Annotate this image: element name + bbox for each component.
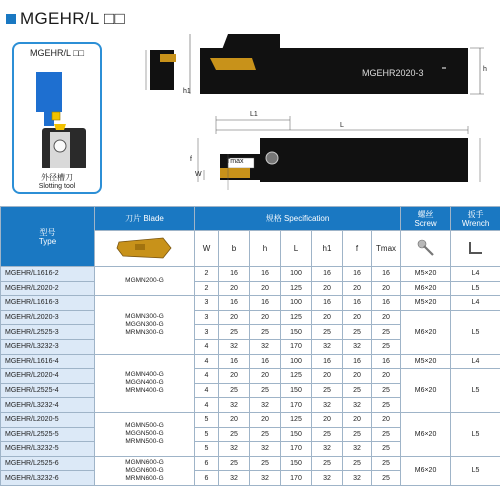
wrench-icon xyxy=(467,239,485,257)
spec-cell-h1: 32 xyxy=(312,471,343,486)
blade-icon xyxy=(115,234,175,262)
spec-cell-w: 3 xyxy=(195,310,219,325)
spec-cell-l: 150 xyxy=(281,456,312,471)
spec-cell-h: 16 xyxy=(250,296,281,311)
screw-cell: M6×20 xyxy=(401,281,451,296)
spec-cell-w: 4 xyxy=(195,339,219,354)
spec-cell-f: 32 xyxy=(343,442,372,457)
spec-cell-h: 20 xyxy=(250,412,281,427)
type-cell: MGEHR/L2525-5 xyxy=(1,427,95,442)
wrench-cell: L5 xyxy=(451,310,500,354)
spec-cell-h: 16 xyxy=(250,267,281,282)
holder-body xyxy=(200,48,468,94)
side-view xyxy=(190,34,484,94)
spec-cell-h1: 16 xyxy=(312,296,343,311)
blade-cell: MGMN400-G MGGN400-G MRMN400-G xyxy=(95,354,195,412)
col-f: f xyxy=(343,231,372,267)
table-row xyxy=(1,310,500,325)
header-wrench: 扳手 Wrench xyxy=(451,207,500,231)
type-cell: MGEHR/L2020-5 xyxy=(1,412,95,427)
spec-cell-h: 25 xyxy=(250,383,281,398)
table-row xyxy=(1,456,500,471)
table-header-row xyxy=(1,207,500,231)
type-cell: MGEHR/L1616-2 xyxy=(1,267,95,282)
screw-cell: M5×20 xyxy=(401,296,451,311)
type-cell: MGEHR/L3232-3 xyxy=(1,339,95,354)
table-row xyxy=(1,369,500,384)
spec-cell-f: 16 xyxy=(343,267,372,282)
wrench-cell: L4 xyxy=(451,267,500,282)
spec-cell-l: 150 xyxy=(281,427,312,442)
spec-cell-b: 20 xyxy=(219,310,250,325)
technical-drawing xyxy=(140,30,500,200)
spec-cell-h: 20 xyxy=(250,310,281,325)
spec-cell-l: 125 xyxy=(281,369,312,384)
type-cell: MGEHR/L2020-3 xyxy=(1,310,95,325)
spec-cell-tmax: 25 xyxy=(372,325,401,340)
wrench-cell: L5 xyxy=(451,369,500,413)
spec-cell-f: 16 xyxy=(343,354,372,369)
spec-cell-b: 16 xyxy=(219,354,250,369)
spec-cell-b: 20 xyxy=(219,369,250,384)
screw-cell: M6×20 xyxy=(401,456,451,485)
spec-cell-h1: 25 xyxy=(312,325,343,340)
spec-cell-l: 150 xyxy=(281,325,312,340)
title-row xyxy=(6,6,125,32)
spec-cell-f: 32 xyxy=(343,471,372,486)
col-W: W xyxy=(195,231,219,267)
spec-cell-f: 25 xyxy=(343,383,372,398)
spec-cell-f: 32 xyxy=(343,339,372,354)
type-cell: MGEHR/L2525-4 xyxy=(1,383,95,398)
spec-cell-h1: 32 xyxy=(312,442,343,457)
spec-cell-w: 5 xyxy=(195,442,219,457)
spec-cell-h1: 16 xyxy=(312,354,343,369)
spec-cell-h: 32 xyxy=(250,339,281,354)
spec-cell-w: 5 xyxy=(195,427,219,442)
spec-cell-b: 25 xyxy=(219,456,250,471)
wrench-cell: L5 xyxy=(451,412,500,456)
spec-cell-tmax: 25 xyxy=(372,471,401,486)
spec-cell-h1: 20 xyxy=(312,310,343,325)
spec-cell-h1: 20 xyxy=(312,412,343,427)
spec-cell-b: 16 xyxy=(219,296,250,311)
type-cell: MGEHR/L3232-5 xyxy=(1,442,95,457)
spec-cell-l: 170 xyxy=(281,398,312,413)
type-cell: MGEHR/L3232-6 xyxy=(1,471,95,486)
col-b: b xyxy=(219,231,250,267)
spec-cell-f: 20 xyxy=(343,369,372,384)
spec-cell-f: 16 xyxy=(343,296,372,311)
wrench-icon-cell xyxy=(451,231,500,267)
col-h: h xyxy=(250,231,281,267)
wrench-cell: L4 xyxy=(451,296,500,311)
spec-cell-tmax: 25 xyxy=(372,442,401,457)
spec-cell-l: 125 xyxy=(281,412,312,427)
spec-cell-tmax: 16 xyxy=(372,296,401,311)
spec-cell-w: 6 xyxy=(195,471,219,486)
col-L: L xyxy=(281,231,312,267)
table-row xyxy=(1,281,500,296)
spec-cell-tmax: 16 xyxy=(372,267,401,282)
spec-cell-tmax: 25 xyxy=(372,339,401,354)
spec-cell-l: 125 xyxy=(281,310,312,325)
spec-table-body xyxy=(1,267,500,486)
spec-cell-tmax: 16 xyxy=(372,354,401,369)
dim-Tmax: Tmax xyxy=(226,158,244,165)
wrench-cell: L5 xyxy=(451,281,500,296)
type-cell: MGEHR/L2525-3 xyxy=(1,325,95,340)
spec-cell-w: 5 xyxy=(195,412,219,427)
spec-cell-tmax: 25 xyxy=(372,456,401,471)
table-row xyxy=(1,412,500,427)
blade-cell: MGMN600-G MGGN600-G MRMN600-G xyxy=(95,456,195,485)
blade-cell: MGMN300-G MGGN300-G MRMN300-G xyxy=(95,296,195,354)
spec-cell-b: 25 xyxy=(219,427,250,442)
spec-cell-h: 25 xyxy=(250,456,281,471)
inset-label: MGEHR/L □□ xyxy=(29,48,85,58)
dim-h: h xyxy=(483,66,487,73)
spec-cell-l: 100 xyxy=(281,267,312,282)
inset-caption-cn: 外径槽刀 xyxy=(41,173,73,182)
header-screw: 螺丝 Screw xyxy=(401,207,451,231)
spec-cell-l: 100 xyxy=(281,354,312,369)
spec-cell-b: 25 xyxy=(219,325,250,340)
spec-cell-w: 2 xyxy=(195,281,219,296)
spec-cell-h1: 32 xyxy=(312,398,343,413)
spec-cell-tmax: 20 xyxy=(372,281,401,296)
blade-cell: MGMN500-G MGGN500-G MRMN500-G xyxy=(95,412,195,456)
spec-cell-h: 16 xyxy=(250,354,281,369)
spec-cell-h1: 20 xyxy=(312,369,343,384)
header-spec: 规格 Specification xyxy=(195,207,401,231)
spec-cell-f: 20 xyxy=(343,281,372,296)
spec-cell-b: 32 xyxy=(219,398,250,413)
spec-cell-l: 125 xyxy=(281,281,312,296)
spec-cell-tmax: 25 xyxy=(372,427,401,442)
spec-cell-b: 20 xyxy=(219,281,250,296)
spec-cell-l: 100 xyxy=(281,296,312,311)
screw-cell: M6×20 xyxy=(401,310,451,354)
spec-cell-f: 20 xyxy=(343,310,372,325)
spec-cell-w: 4 xyxy=(195,354,219,369)
screw-icon xyxy=(417,239,435,257)
end-view xyxy=(146,50,176,90)
spec-cell-f: 25 xyxy=(343,325,372,340)
spec-cell-h: 32 xyxy=(250,398,281,413)
title-marker xyxy=(6,14,16,24)
type-cell: MGEHR/L1616-4 xyxy=(1,354,95,369)
spec-cell-h: 32 xyxy=(250,471,281,486)
spec-cell-f: 32 xyxy=(343,398,372,413)
spec-cell-w: 3 xyxy=(195,296,219,311)
holder-marking: MGEHR2020-3 xyxy=(362,68,424,78)
type-cell: MGEHR/L2525-6 xyxy=(1,456,95,471)
table-row xyxy=(1,267,500,282)
blade-image-cell xyxy=(95,231,195,267)
col-Tmax: Tmax xyxy=(372,231,401,267)
spec-cell-w: 6 xyxy=(195,456,219,471)
spec-cell-tmax: 20 xyxy=(372,412,401,427)
slotting-tool-illustration xyxy=(14,58,100,168)
spec-cell-tmax: 25 xyxy=(372,398,401,413)
spec-cell-f: 20 xyxy=(343,412,372,427)
dim-L: L xyxy=(340,122,344,129)
wrench-cell: L5 xyxy=(451,456,500,485)
table-row xyxy=(1,296,500,311)
table-row xyxy=(1,354,500,369)
page-title: MGEHR/L □□ xyxy=(20,9,126,28)
blade-cell: MGMN200-G xyxy=(95,267,195,296)
dim-h1: h1 xyxy=(183,88,191,95)
spec-cell-w: 4 xyxy=(195,369,219,384)
type-cell: MGEHR/L2020-2 xyxy=(1,281,95,296)
spec-cell-b: 32 xyxy=(219,471,250,486)
dim-f: f xyxy=(190,156,192,163)
spec-cell-h: 20 xyxy=(250,369,281,384)
spec-cell-b: 32 xyxy=(219,339,250,354)
col-h1: h1 xyxy=(312,231,343,267)
spec-cell-h1: 20 xyxy=(312,281,343,296)
spec-cell-h1: 32 xyxy=(312,339,343,354)
screw-cell: M6×20 xyxy=(401,412,451,456)
holder-drawing-svg xyxy=(140,30,500,200)
header-blade: 刀片 Blade xyxy=(95,207,195,231)
spec-cell-tmax: 20 xyxy=(372,310,401,325)
screw-cell: M5×20 xyxy=(401,354,451,369)
spec-cell-h: 25 xyxy=(250,427,281,442)
spec-cell-h1: 25 xyxy=(312,456,343,471)
type-cell: MGEHR/L3232-4 xyxy=(1,398,95,413)
spec-cell-f: 25 xyxy=(343,427,372,442)
spec-cell-b: 32 xyxy=(219,442,250,457)
dim-L1: L1 xyxy=(250,111,258,118)
inset-caption-en: Slotting tool xyxy=(38,183,76,190)
screw-cell: M6×20 xyxy=(401,369,451,413)
spec-cell-b: 16 xyxy=(219,267,250,282)
spec-cell-b: 20 xyxy=(219,412,250,427)
blade-insert xyxy=(210,58,256,70)
spec-cell-tmax: 20 xyxy=(372,369,401,384)
dim-W: W xyxy=(195,171,202,178)
spec-cell-w: 3 xyxy=(195,325,219,340)
spec-cell-h1: 16 xyxy=(312,267,343,282)
top-view xyxy=(198,116,480,190)
spec-cell-h: 20 xyxy=(250,281,281,296)
type-cell: MGEHR/L1616-3 xyxy=(1,296,95,311)
spec-cell-l: 170 xyxy=(281,442,312,457)
spec-cell-w: 4 xyxy=(195,398,219,413)
holder-top-body xyxy=(260,138,468,182)
spec-table xyxy=(0,206,500,486)
header-type: 型号 Type xyxy=(1,207,95,267)
spec-cell-f: 25 xyxy=(343,456,372,471)
spec-cell-l: 150 xyxy=(281,383,312,398)
spec-cell-tmax: 25 xyxy=(372,383,401,398)
spec-cell-w: 4 xyxy=(195,383,219,398)
spec-cell-h1: 25 xyxy=(312,427,343,442)
spec-cell-l: 170 xyxy=(281,471,312,486)
type-cell: MGEHR/L2020-4 xyxy=(1,369,95,384)
screw-icon-cell xyxy=(401,231,451,267)
slotting-tool-inset xyxy=(12,42,102,194)
screw-cell: M5×20 xyxy=(401,267,451,282)
wrench-cell: L4 xyxy=(451,354,500,369)
spec-cell-l: 170 xyxy=(281,339,312,354)
spec-cell-h1: 25 xyxy=(312,383,343,398)
spec-cell-b: 25 xyxy=(219,383,250,398)
spec-cell-h: 25 xyxy=(250,325,281,340)
spec-cell-h: 32 xyxy=(250,442,281,457)
spec-cell-w: 2 xyxy=(195,267,219,282)
